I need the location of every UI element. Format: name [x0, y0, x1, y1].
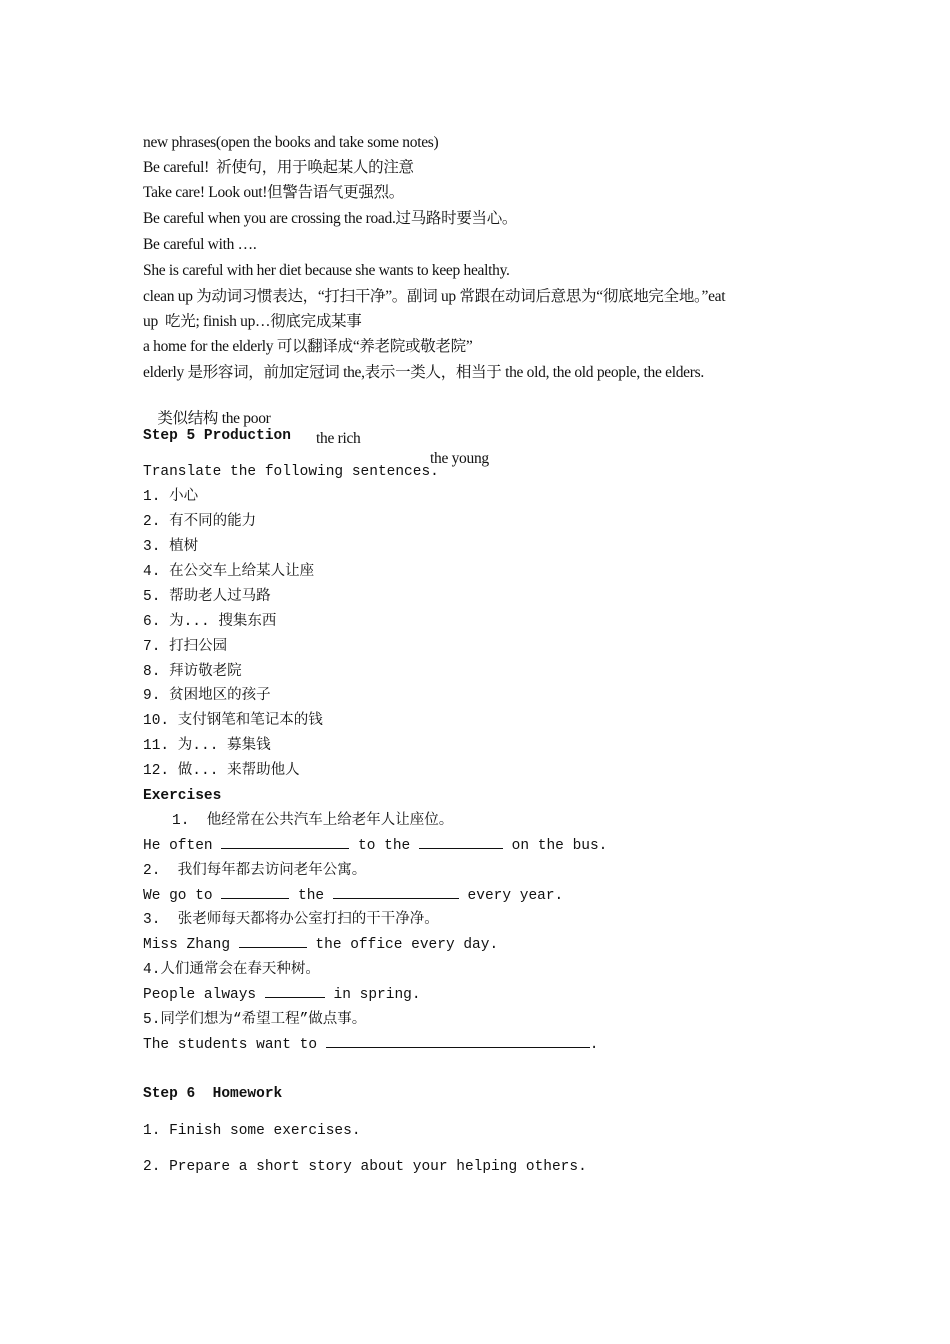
exercise-text: the — [298, 888, 325, 904]
notes-line-3: Take care! Look out!但警告语气更强烈。 — [143, 184, 404, 201]
answer-blank[interactable] — [326, 1035, 590, 1048]
notes-line-5: Be careful with …. — [143, 236, 257, 253]
answer-blank[interactable] — [333, 886, 459, 899]
exercise-3-prompt: 3. 张老师每天都将办公室打扫的干干净净。 — [143, 912, 439, 928]
translate-item: 12. 做... 来帮助他人 — [143, 763, 300, 779]
translate-item: 4. 在公交车上给某人让座 — [143, 564, 315, 580]
exercises-heading: Exercises — [143, 788, 222, 804]
exercise-text: . — [589, 1037, 599, 1053]
translate-item: 8. 拜访敬老院 — [143, 664, 242, 680]
answer-blank[interactable] — [221, 836, 349, 849]
exercise-1-prompt: 1. 他经常在公共汽车上给老年人让座位。 — [172, 813, 454, 829]
similar-structure-label: 类似结构 the poor — [157, 410, 271, 427]
exercise-4-prompt: 4.人们通常会在春天种树。 — [143, 962, 320, 978]
exercise-text: in spring. — [333, 987, 421, 1003]
exercise-text: Miss Zhang — [143, 937, 231, 953]
translate-item: 9. 贫困地区的孩子 — [143, 688, 271, 704]
exercise-text: the office every day. — [315, 937, 499, 953]
exercise-text: The students want to — [143, 1037, 318, 1053]
exercise-text: every year. — [467, 888, 564, 904]
translate-item: 3. 植树 — [143, 539, 199, 555]
exercise-2-prompt: 2. 我们每年都去访问老年公寓。 — [143, 863, 367, 879]
similar-structure-young: the young — [430, 450, 489, 467]
exercise-text: People always — [143, 987, 257, 1003]
translate-item: 1. 小心 — [143, 489, 199, 505]
step5-intro: Translate the following sentences. — [143, 464, 439, 480]
step5-heading: Step 5 Production — [143, 428, 291, 444]
notes-line-7: clean up 为动词习惯表达，“打扫干净”。副词 up 常跟在动词后意思为“彻底地完全地。”eat — [143, 288, 726, 305]
answer-blank[interactable] — [239, 935, 307, 948]
answer-blank[interactable] — [221, 886, 289, 899]
notes-line-2: Be careful! 祈使句，用于唤起某人的注意 — [143, 159, 414, 176]
notes-line-8: up 吃光; finish up…彻底完成某事 — [143, 313, 362, 330]
homework-item: 1. Finish some exercises. — [143, 1123, 361, 1139]
answer-blank[interactable] — [265, 985, 325, 998]
exercise-5-sentence — [143, 1035, 598, 1055]
notes-line-6: She is careful with her diet because she wants to keep healthy. — [143, 262, 510, 279]
exercise-text: on the bus. — [511, 838, 608, 854]
exercise-4-sentence — [143, 985, 421, 1005]
exercise-5-prompt: 5.同学们想为“希望工程”做点事。 — [143, 1012, 367, 1028]
exercise-3-sentence — [143, 935, 498, 955]
exercise-text: We go to — [143, 888, 213, 904]
translate-item: 5. 帮助老人过马路 — [143, 589, 271, 605]
notes-line-1: new phrases(open the books and take some notes) — [143, 134, 439, 151]
translate-item: 10. 支付钢笔和笔记本的钱 — [143, 713, 323, 729]
exercise-1-sentence — [143, 836, 607, 856]
answer-blank[interactable] — [419, 836, 503, 849]
translate-item: 2. 有不同的能力 — [143, 514, 257, 530]
exercise-text: to the — [358, 838, 411, 854]
exercise-text: He often — [143, 838, 213, 854]
step6-heading: Step 6 Homework — [143, 1086, 283, 1102]
notes-line-4: Be careful when you are crossing the road.过马路时要当心。 — [143, 210, 518, 227]
translate-item: 7. 打扫公园 — [143, 639, 228, 655]
similar-structure-rich: the rich — [316, 430, 361, 447]
homework-item: 2. Prepare a short story about your helping others. — [143, 1159, 587, 1175]
exercise-2-sentence — [143, 886, 563, 906]
translate-item: 11. 为... 募集钱 — [143, 738, 271, 754]
notes-line-9: a home for the elderly 可以翻译成“养老院或敬老院” — [143, 338, 473, 355]
notes-line-10: elderly 是形容词，前加定冠词 the,表示一类人，相当于 the old, the old people, the elders. — [143, 364, 704, 381]
translate-item: 6. 为... 搜集东西 — [143, 614, 277, 630]
